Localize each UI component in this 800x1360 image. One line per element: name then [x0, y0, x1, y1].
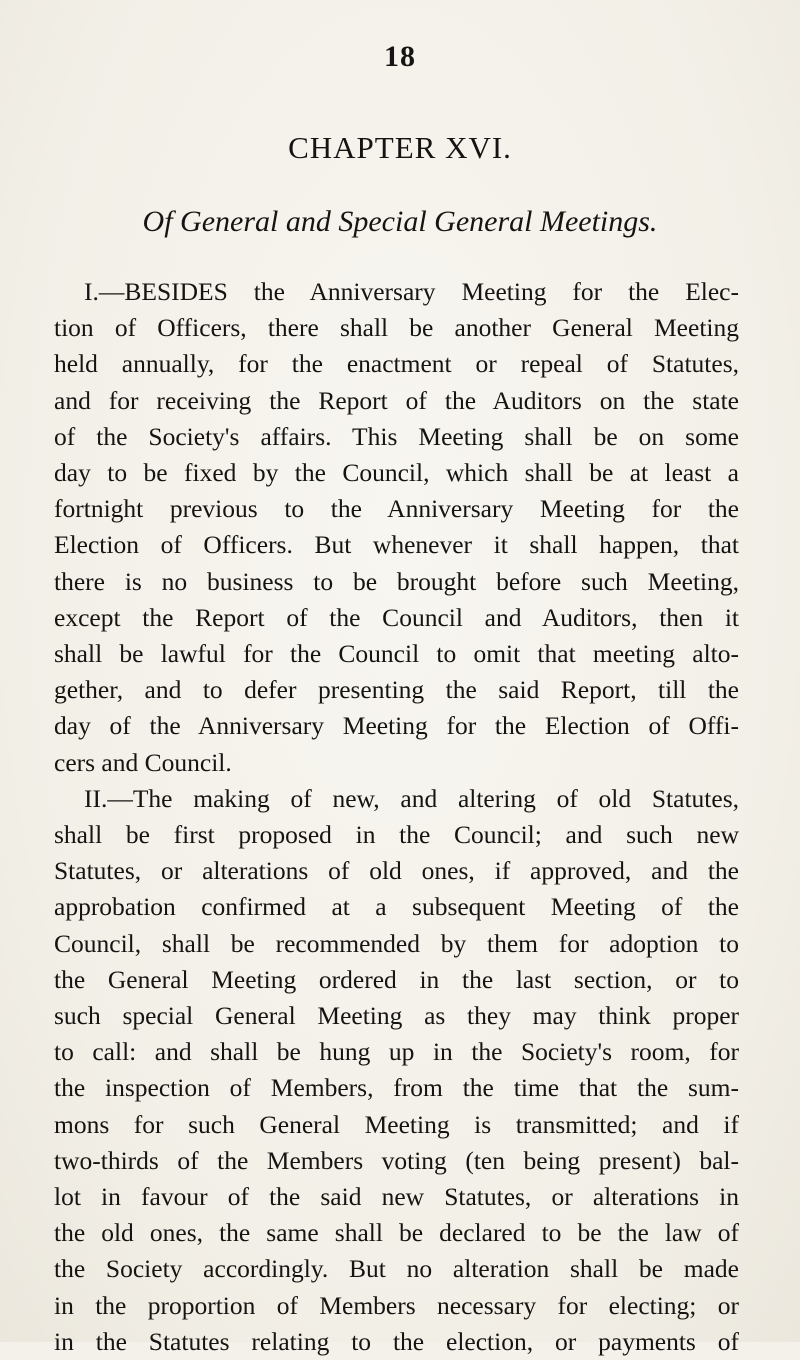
text-line: I.—BESIDES the Anniversary Meeting for the Elec-: [84, 277, 739, 306]
text-line: gether, and to defer presenting the said Report, till the: [54, 675, 739, 705]
text-line: except the Report of the Council and Auditors, then it: [54, 602, 739, 632]
text-line: approbation confirmed at a subsequent Meeting of the: [54, 892, 739, 922]
text-line: mons for such General Meeting is transmitted; and if: [54, 1109, 739, 1139]
text-line: shall be first proposed in the Council; and such new: [54, 820, 739, 850]
text-line: lot in favour of the said new Statutes, or alterations in: [54, 1182, 739, 1212]
text-line: fortnight previous to the Anniversary Meeting for the: [54, 494, 739, 524]
text-line: Council, shall be recommended by them for adoption to: [54, 928, 739, 958]
chapter-subtitle: Of General and Special General Meetings.: [142, 205, 658, 238]
text-line: the inspection of Members, from the time that the sum-: [54, 1073, 739, 1103]
text-line: II.—The making of new, and altering of old Statutes,: [84, 783, 739, 813]
text-line: the General Meeting ordered in the last section, or to: [54, 964, 739, 994]
text-line: of the Society's affairs. This Meeting shall be on some: [54, 421, 739, 451]
body-text: [54, 274, 739, 1360]
text-line: day of the Anniversary Meeting for the Election of Offi-: [54, 711, 739, 741]
chapter-title: CHAPTER XVI.: [288, 130, 512, 165]
paragraph-section-1: [54, 274, 739, 781]
text-line: the Society accordingly. But no alteration shall be made: [54, 1254, 739, 1284]
text-line: day to be fixed by the Council, which shall be at least a: [54, 458, 739, 488]
text-line: in the proportion of Members necessary for electing; or: [54, 1290, 739, 1320]
text-line: Election of Officers. But whenever it shall happen, that: [54, 530, 739, 560]
text-line: and for receiving the Report of the Auditors on the state: [54, 385, 739, 415]
text-line: held annually, for the enactment or repeal of Statutes,: [54, 349, 739, 379]
text-line: there is no business to be brought before such Meeting,: [54, 566, 739, 596]
paragraph-section-2: [54, 781, 739, 1360]
text-line: Statutes, or alterations of old ones, if approved, and the: [54, 856, 739, 886]
text-line: to call: and shall be hung up in the Society's room, for: [54, 1037, 739, 1067]
text-line: two-thirds of the Members voting (ten being present) bal-: [54, 1145, 739, 1175]
text-line: shall be lawful for the Council to omit that meeting alto-: [54, 639, 739, 669]
text-line: tion of Officers, there shall be another General Meeting: [54, 313, 739, 343]
page-number: 18: [384, 40, 416, 73]
text-line: the old ones, the same shall be declared to be the law of: [54, 1218, 739, 1248]
text-line: cers and Council.: [54, 747, 232, 777]
text-line: in the Statutes relating to the election, or payments of: [54, 1326, 739, 1356]
text-line: such special General Meeting as they may think proper: [54, 1001, 739, 1031]
